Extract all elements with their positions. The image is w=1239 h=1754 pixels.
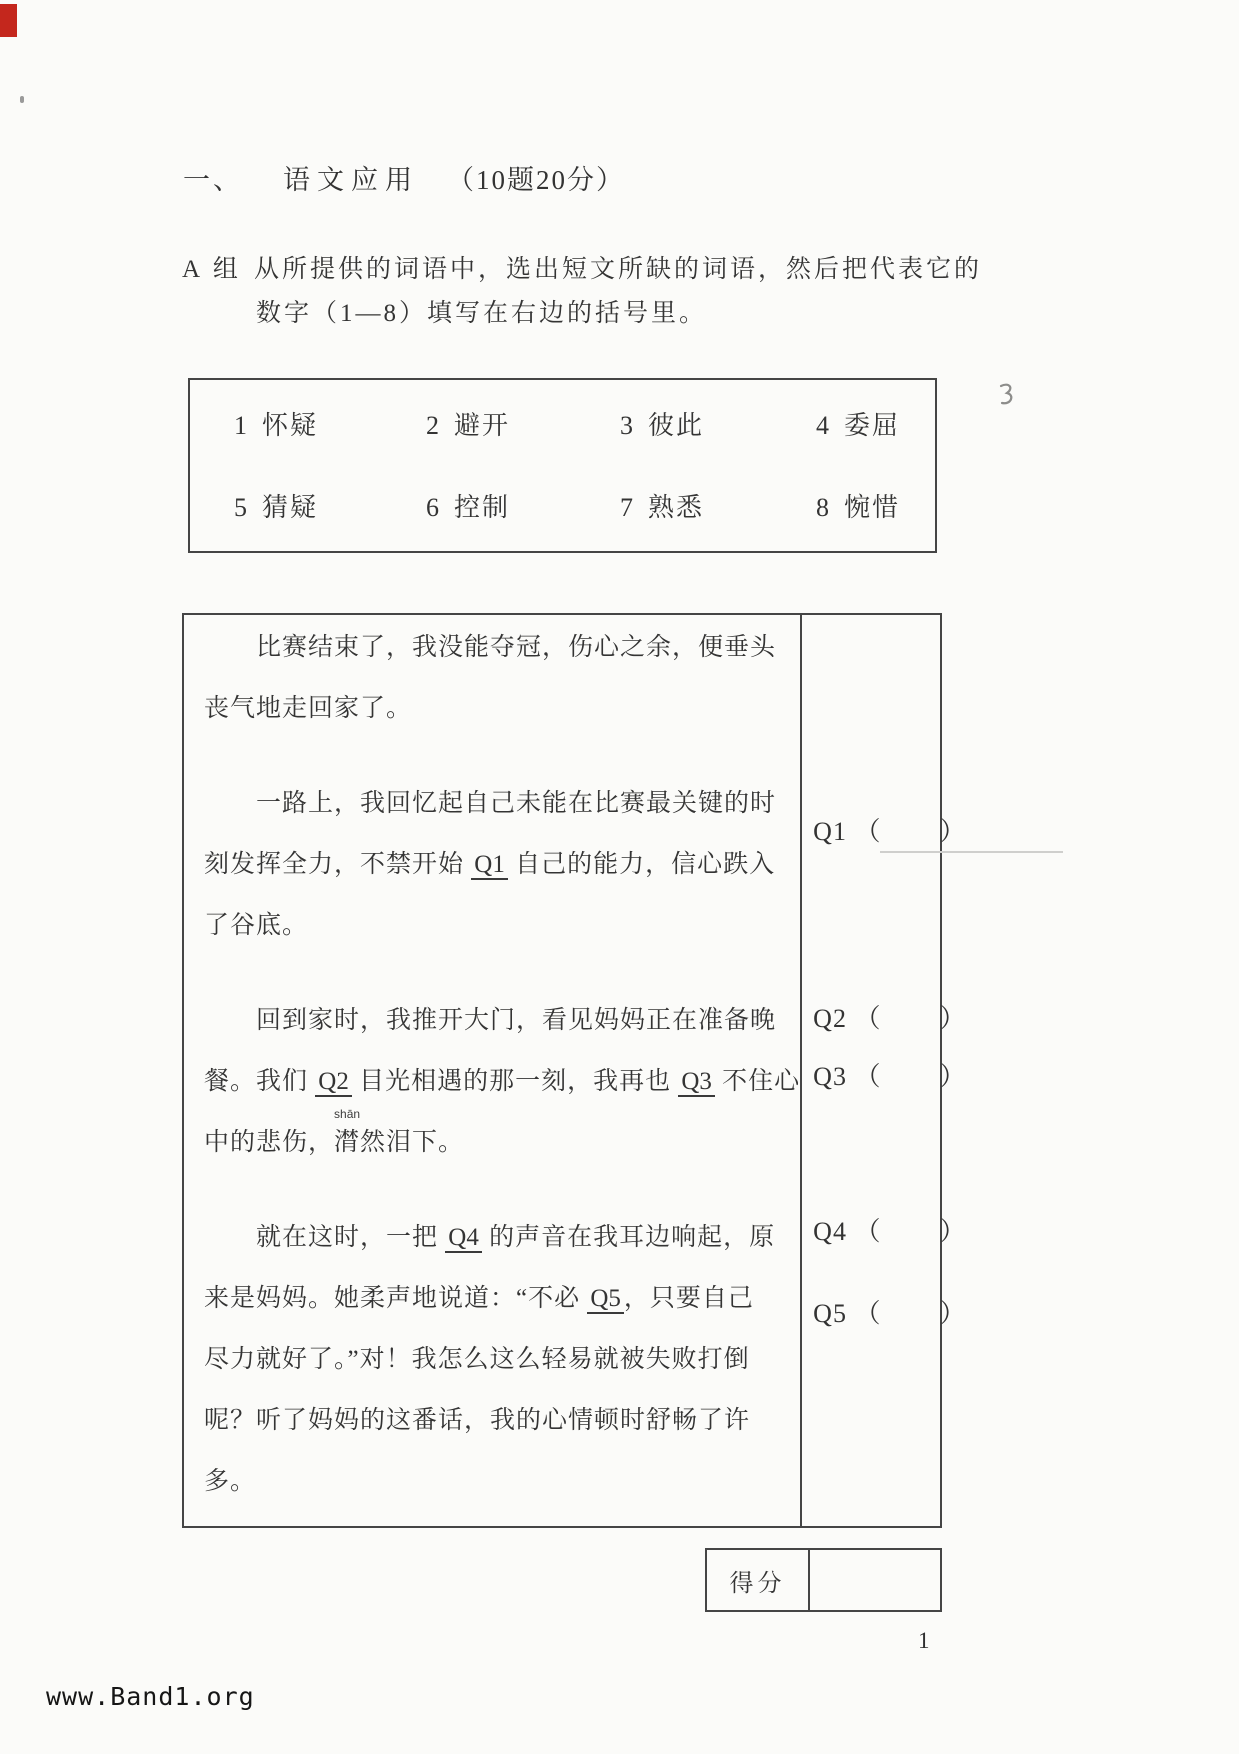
pinyin-annotation: shān <box>334 1107 361 1121</box>
passage-line <box>204 678 800 739</box>
group-label: A 组 <box>182 256 242 283</box>
section-header <box>183 158 625 197</box>
word-text: 熟悉 <box>648 493 705 522</box>
close-paren: ） <box>939 1062 967 1091</box>
instruction-lines <box>254 248 982 336</box>
passage-segment: 的声音在我耳边响起，原 <box>481 1224 776 1251</box>
passage-segment: 然泪下。 <box>360 1129 465 1156</box>
passage-segment: 来是妈妈。她柔声地说道：“不必 <box>204 1285 588 1312</box>
passage-line <box>204 1107 800 1173</box>
watermark: www.Band1.org <box>46 1682 255 1711</box>
passage-paragraph <box>204 990 800 1173</box>
open-paren: （ <box>854 817 882 846</box>
answer-slot-q3 <box>813 1056 966 1093</box>
passage-line <box>204 1451 800 1512</box>
word-text: 惋惜 <box>844 493 901 522</box>
word-number: 1 <box>234 411 249 440</box>
blank-q1: Q1 <box>471 851 508 880</box>
passage-segment: ，只要自己 <box>623 1285 754 1312</box>
close-paren: ） <box>939 817 967 846</box>
word-bank-item-1 <box>234 405 426 461</box>
ink-smudge-artifact <box>997 382 1017 413</box>
word-number: 6 <box>426 493 441 522</box>
passage-segment: 一路上，我回忆起自己未能在比赛最关键的时 <box>256 790 777 817</box>
instruction-line-2: 数字（1—8）填写在右边的括号里。 <box>256 300 708 327</box>
blank-q3: Q3 <box>678 1068 715 1097</box>
answer-label: Q2 <box>813 1004 847 1033</box>
word-text: 委屈 <box>844 411 901 440</box>
passage-segment: 刻发挥全力，不禁开始 <box>204 851 472 878</box>
passage-segment: 中的悲伤， <box>204 1129 335 1156</box>
word-number: 2 <box>426 411 441 440</box>
passage-segment: 回到家时，我推开大门，看见妈妈正在准备晚 <box>256 1007 777 1034</box>
scan-red-mark-artifact <box>0 4 17 37</box>
score-value-cell <box>810 1550 940 1610</box>
word-bank-item-8 <box>816 487 976 543</box>
open-paren: （ <box>854 1004 882 1033</box>
score-box <box>705 1548 942 1612</box>
word-bank-item-4 <box>816 405 976 461</box>
close-paren: ） <box>939 1299 967 1328</box>
passage-line <box>204 617 800 678</box>
open-paren: （ <box>854 1062 882 1091</box>
passage-line <box>204 834 800 895</box>
passage-line <box>204 1268 800 1329</box>
word-bank-item-2 <box>426 405 620 461</box>
passage-segment: 自己的能力，信心跌入 <box>507 851 776 878</box>
passage-line <box>204 1390 800 1451</box>
word-bank-item-7 <box>620 487 816 543</box>
passage-segment: 就在这时，一把 <box>256 1224 446 1251</box>
passage-text <box>184 615 802 1526</box>
score-label: 得分 <box>707 1550 810 1610</box>
passage-segment: 呢？听了妈妈的这番话，我的心情顿时舒畅了许 <box>204 1407 751 1434</box>
answer-slot-q4 <box>813 1211 966 1248</box>
word-number: 8 <box>816 493 831 522</box>
passage-segment: 了谷底。 <box>204 912 309 939</box>
passage-paragraph <box>204 617 800 739</box>
answer-slot-q1 <box>813 811 966 848</box>
word-text: 控制 <box>454 493 511 522</box>
passage-line <box>204 1207 800 1268</box>
passage-line <box>204 1329 800 1390</box>
blank-q4: Q4 <box>445 1224 482 1253</box>
word-text: 怀疑 <box>262 411 319 440</box>
word-number: 7 <box>620 493 635 522</box>
passage-line <box>204 773 800 834</box>
passage-line <box>204 1051 800 1112</box>
scan-speck-artifact <box>20 96 24 103</box>
scan-line-artifact <box>880 851 1063 853</box>
page-number: 1 <box>918 1628 930 1653</box>
word-bank-item-3 <box>620 405 816 461</box>
answer-label: Q1 <box>813 817 847 846</box>
passage-line <box>204 990 800 1051</box>
word-text: 猜疑 <box>262 493 319 522</box>
answers-column <box>802 615 967 1526</box>
close-paren: ） <box>939 1217 967 1246</box>
close-paren: ） <box>939 1004 967 1033</box>
word-bank-box <box>188 378 937 553</box>
passage-paragraph <box>204 1207 800 1512</box>
word-number: 5 <box>234 493 249 522</box>
answer-slot-q5 <box>813 1293 966 1330</box>
passage-segment: 目光相遇的那一刻，我再也 <box>351 1068 679 1095</box>
instruction-line-1: 从所提供的词语中，选出短文所缺的词语，然后把代表它的 <box>254 256 983 283</box>
instructions <box>182 248 982 336</box>
answer-slot-q2 <box>813 998 966 1035</box>
blank-q5: Q5 <box>587 1285 624 1314</box>
passage-box <box>182 613 967 1528</box>
section-points: （10题20分） <box>447 165 625 195</box>
word-bank-item-5 <box>234 487 426 543</box>
answer-label: Q4 <box>813 1217 847 1246</box>
word-number: 4 <box>816 411 831 440</box>
section-title: 语文应用 <box>283 165 419 195</box>
ruby-char: 潸 shān <box>334 1107 361 1156</box>
answer-label: Q3 <box>813 1062 847 1091</box>
blank-q2: Q2 <box>315 1068 352 1097</box>
section-number: 一、 <box>183 165 243 195</box>
passage-line <box>204 895 800 956</box>
open-paren: （ <box>854 1217 882 1246</box>
open-paren: （ <box>854 1299 882 1328</box>
word-text: 避开 <box>454 411 511 440</box>
passage-segment: 比赛结束了，我没能夺冠，伤心之余，便垂头 <box>256 634 777 661</box>
passage-segment: 丧气地走回家了。 <box>204 695 413 722</box>
word-bank-item-6 <box>426 487 620 543</box>
word-text: 彼此 <box>648 411 705 440</box>
passage-segment: 餐。我们 <box>204 1068 316 1095</box>
passage-segment: 不住心 <box>714 1068 801 1095</box>
passage-segment: 尽力就好了。”对！我怎么这么轻易就被失败打倒 <box>204 1346 750 1373</box>
passage-paragraph <box>204 773 800 956</box>
answer-label: Q5 <box>813 1299 847 1328</box>
word-number: 3 <box>620 411 635 440</box>
passage-segment: 多。 <box>204 1468 257 1495</box>
